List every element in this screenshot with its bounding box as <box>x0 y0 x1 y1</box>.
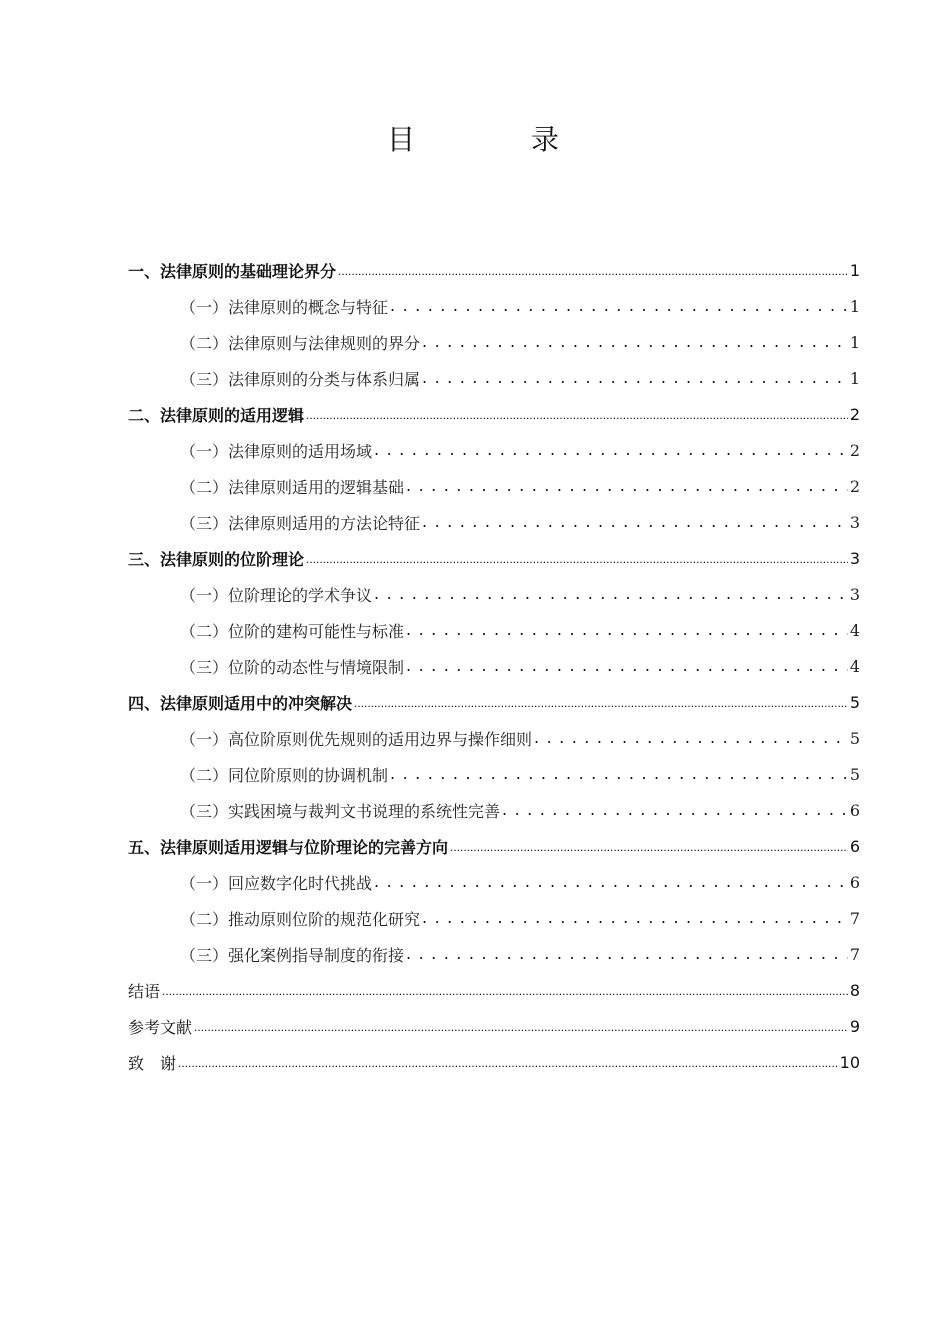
toc-page-number: 7 <box>849 908 860 928</box>
toc-entry-title: 结语 <box>128 981 161 1001</box>
table-of-contents <box>128 252 860 1080</box>
toc-section-entry[interactable] <box>128 720 860 756</box>
dot-leader <box>338 261 848 279</box>
toc-entry-title: （二）推动原则位阶的规范化研究 <box>180 909 421 929</box>
toc-entry-title: 三、法律原则的位阶理论 <box>128 549 305 569</box>
dot-leader <box>374 584 848 604</box>
toc-chapter-entry[interactable] <box>128 540 860 576</box>
toc-entry-title: （一）法律原则的适用场域 <box>180 441 373 461</box>
toc-chapter-entry[interactable] <box>128 828 860 864</box>
toc-page-number: 5 <box>849 728 860 748</box>
toc-entry-title: （一）法律原则的概念与特征 <box>180 297 389 317</box>
dot-leader <box>374 440 848 460</box>
dot-leader <box>502 800 848 820</box>
toc-backmatter-entry[interactable] <box>128 1044 860 1080</box>
toc-section-entry[interactable] <box>128 504 860 540</box>
toc-entry-title: 二、法律原则的适用逻辑 <box>128 405 305 425</box>
toc-section-entry[interactable] <box>128 576 860 612</box>
toc-page-number: 3 <box>849 548 860 568</box>
dot-leader <box>374 872 848 892</box>
toc-chapter-entry[interactable] <box>128 684 860 720</box>
toc-page-number: 1 <box>849 368 860 388</box>
dot-leader <box>306 405 848 423</box>
toc-entry-title: （三）实践困境与裁判文书说理的系统性完善 <box>180 801 501 821</box>
toc-page-number: 4 <box>849 656 860 676</box>
toc-section-entry[interactable] <box>128 756 860 792</box>
toc-page-number: 7 <box>849 944 860 964</box>
toc-page-number: 6 <box>849 872 860 892</box>
toc-section-entry[interactable] <box>128 468 860 504</box>
toc-entry-title: （一）高位阶原则优先规则的适用边界与操作细则 <box>180 729 533 749</box>
toc-page-number: 4 <box>849 620 860 640</box>
toc-entry-title: （三）法律原则的分类与体系归属 <box>180 369 421 389</box>
toc-page-number: 10 <box>839 1052 860 1072</box>
toc-section-entry[interactable] <box>128 360 860 396</box>
toc-entry-title: 一、法律原则的基础理论界分 <box>128 261 337 281</box>
dot-leader <box>450 837 848 855</box>
toc-section-entry[interactable] <box>128 324 860 360</box>
toc-page-number: 3 <box>849 584 860 604</box>
toc-section-entry[interactable] <box>128 612 860 648</box>
toc-page-number: 9 <box>849 1016 860 1036</box>
toc-page-number: 1 <box>849 296 860 316</box>
toc-section-entry[interactable] <box>128 900 860 936</box>
dot-leader <box>162 981 848 999</box>
toc-entry-title: （三）强化案例指导制度的衔接 <box>180 945 405 965</box>
toc-section-entry[interactable] <box>128 936 860 972</box>
toc-section-entry[interactable] <box>128 648 860 684</box>
dot-leader <box>194 1017 848 1035</box>
dot-leader <box>390 296 848 316</box>
toc-page-number: 2 <box>849 440 860 460</box>
toc-entry-title: （一）位阶理论的学术争议 <box>180 585 373 605</box>
toc-page-number: 3 <box>849 512 860 532</box>
toc-entry-title: （三）位阶的动态性与情境限制 <box>180 657 405 677</box>
toc-page-number: 5 <box>849 692 860 712</box>
toc-title: 目 录 <box>386 123 603 156</box>
toc-page-number: 2 <box>849 404 860 424</box>
toc-page-number: 1 <box>849 260 860 280</box>
dot-leader <box>354 693 848 711</box>
toc-entry-title: （二）法律原则适用的逻辑基础 <box>180 477 405 497</box>
dot-leader <box>406 620 848 640</box>
dot-leader <box>534 728 848 748</box>
toc-entry-title: 五、法律原则适用逻辑与位阶理论的完善方向 <box>128 837 449 857</box>
toc-entry-title: （二）法律原则与法律规则的界分 <box>180 333 421 353</box>
toc-page-number: 6 <box>849 836 860 856</box>
toc-section-entry[interactable] <box>128 432 860 468</box>
toc-entry-title: （一）回应数字化时代挑战 <box>180 873 373 893</box>
toc-chapter-entry[interactable] <box>128 252 860 288</box>
dot-leader <box>406 656 848 676</box>
dot-leader <box>406 476 848 496</box>
dot-leader <box>422 332 848 352</box>
toc-backmatter-entry[interactable] <box>128 1008 860 1044</box>
dot-leader <box>406 944 848 964</box>
toc-section-entry[interactable] <box>128 288 860 324</box>
toc-chapter-entry[interactable] <box>128 396 860 432</box>
toc-entry-title: （二）同位阶原则的协调机制 <box>180 765 389 785</box>
toc-page-number: 8 <box>849 980 860 1000</box>
toc-page-number: 6 <box>849 800 860 820</box>
dot-leader <box>178 1053 838 1071</box>
toc-entry-title: （二）位阶的建构可能性与标准 <box>180 621 405 641</box>
toc-entry-title: 参考文献 <box>128 1017 193 1037</box>
toc-page-number: 1 <box>849 332 860 352</box>
toc-page-number: 5 <box>849 764 860 784</box>
toc-page-number: 2 <box>849 476 860 496</box>
toc-section-entry[interactable] <box>128 864 860 900</box>
toc-section-entry[interactable] <box>128 792 860 828</box>
dot-leader <box>422 512 848 532</box>
dot-leader <box>422 368 848 388</box>
dot-leader <box>422 908 848 928</box>
dot-leader <box>390 764 848 784</box>
toc-entry-title: 致 谢 <box>128 1053 177 1073</box>
toc-entry-title: 四、法律原则适用中的冲突解决 <box>128 693 353 713</box>
toc-backmatter-entry[interactable] <box>128 972 860 1008</box>
toc-entry-title: （三）法律原则适用的方法论特征 <box>180 513 421 533</box>
dot-leader <box>306 549 848 567</box>
